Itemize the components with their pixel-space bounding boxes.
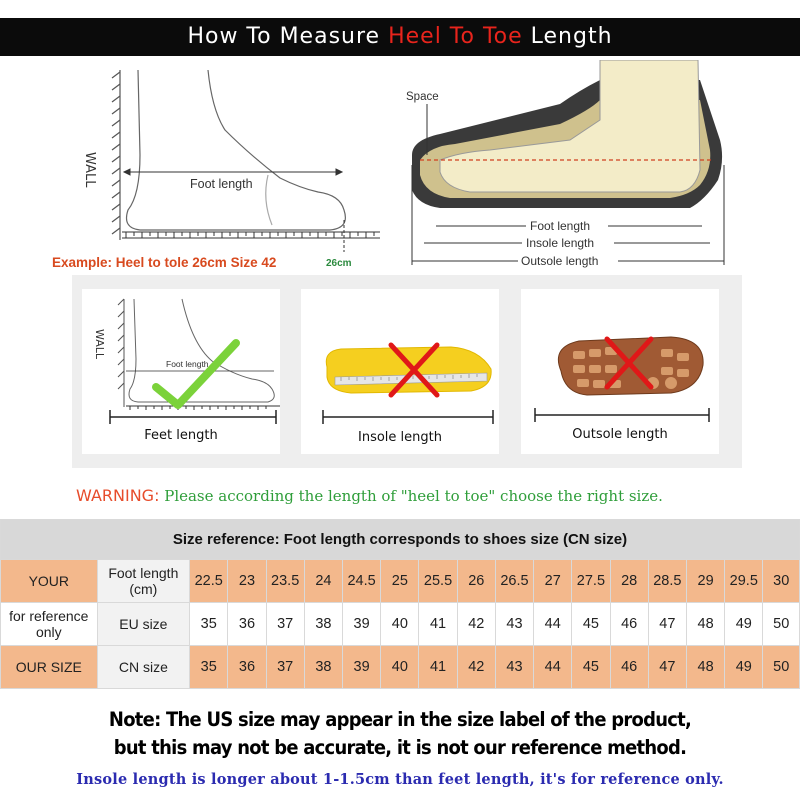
table-cell: 30: [763, 560, 800, 603]
table-cell: 38: [304, 646, 342, 689]
outsole-length-label: Outsole length: [572, 427, 668, 442]
row-group: YOUR: [1, 560, 98, 603]
row-group: OUR SIZE: [1, 646, 98, 689]
table-cell: 41: [419, 603, 457, 646]
table-cell: 29: [686, 560, 724, 603]
table-cell: 37: [266, 646, 304, 689]
outsole-length-card: [521, 289, 719, 454]
table-cell: 36: [228, 646, 266, 689]
example-cm: 26cm: [326, 258, 352, 269]
table-cell: 26.5: [495, 560, 533, 603]
insole-length-label: Insole length: [358, 430, 442, 445]
insole-length-label: Insole length: [526, 236, 595, 250]
wall-label: WALL: [82, 152, 97, 188]
table-cell: 43: [495, 603, 533, 646]
table-cell: 25.5: [419, 560, 457, 603]
table-cell: 22.5: [190, 560, 228, 603]
table-cell: 39: [343, 646, 381, 689]
table-row: [1, 603, 800, 646]
banner-text-1: How To Measure: [187, 24, 389, 49]
table-cell: 46: [610, 646, 648, 689]
table-cell: 26: [457, 560, 495, 603]
example-note: Example: Heel to tole 26cm Size 42: [52, 255, 277, 270]
warning-title: WARNING:: [76, 486, 160, 505]
table-cell: 24.5: [343, 560, 381, 603]
note-line-1: Note: The US size may appear in the size label of the product,: [108, 708, 692, 731]
outsole-length-label: Outsole length: [521, 254, 599, 268]
table-cell: 23: [228, 560, 266, 603]
table-cell: 42: [457, 603, 495, 646]
feet-length-bar: [82, 407, 280, 427]
table-cell: 35: [190, 603, 228, 646]
size-note: [32, 706, 768, 762]
table-cell: 48: [686, 646, 724, 689]
foot-outline: [127, 70, 346, 230]
ruler: [122, 220, 380, 252]
comparison-panel: [72, 275, 742, 468]
table-row: [1, 646, 800, 689]
table-cell: 38: [304, 603, 342, 646]
table-cell: 28.5: [648, 560, 686, 603]
table-cell: 50: [763, 646, 800, 689]
feet-length-card: [82, 289, 280, 454]
table-cell: 40: [381, 646, 419, 689]
banner-highlight: Heel To Toe: [388, 24, 523, 49]
outsole-illustration: [521, 289, 719, 419]
warning-text: Please according the length of "heel to toe" choose the right size.: [159, 487, 663, 505]
table-cell: 35: [190, 646, 228, 689]
card-foot-label: Foot length: [166, 359, 209, 369]
shoe-illustration: [412, 60, 722, 208]
measure-diagram: [0, 60, 800, 275]
table-cell: 49: [725, 603, 763, 646]
table-cell: 24: [304, 560, 342, 603]
insole-length-card: [301, 289, 499, 454]
feet-length-illustration: [82, 289, 280, 419]
table-cell: 42: [457, 646, 495, 689]
table-cell: 47: [648, 603, 686, 646]
table-cell: 44: [534, 646, 572, 689]
insole-length-bar: [301, 407, 499, 427]
table-cell: 47: [648, 646, 686, 689]
table-cell: 25: [381, 560, 419, 603]
shoe-foot-length-label: Foot length: [530, 219, 591, 233]
table-row: [1, 560, 800, 603]
warning-line: [76, 486, 663, 506]
table-cell: 48: [686, 603, 724, 646]
table-caption: Size reference: Foot length corresponds to shoes size (CN size): [1, 520, 800, 560]
table-cell: 46: [610, 603, 648, 646]
size-table: [0, 519, 800, 689]
space-label: Space: [406, 91, 439, 103]
table-cell: 49: [725, 646, 763, 689]
table-cell: 44: [534, 603, 572, 646]
table-cell: 27: [534, 560, 572, 603]
check-icon: [156, 343, 236, 405]
title-banner: [0, 18, 800, 56]
table-cell: 45: [572, 603, 610, 646]
table-cell: 36: [228, 603, 266, 646]
row-group: for reference only: [1, 603, 98, 646]
row-label: EU size: [97, 603, 190, 646]
row-label: CN size: [97, 646, 190, 689]
table-cell: 39: [343, 603, 381, 646]
table-cell: 23.5: [266, 560, 304, 603]
row-label: Foot length (cm): [97, 560, 190, 603]
insole-footnote: Insole length is longer about 1-1.5cm than feet length, it's for reference only.: [76, 771, 724, 788]
foot-length-label: Foot length: [190, 177, 253, 191]
outsole-length-bar: [521, 405, 719, 425]
note-line-2: but this may not be accurate, it is not our reference method.: [113, 736, 687, 759]
table-cell: 40: [381, 603, 419, 646]
banner-text-2: Length: [522, 24, 613, 49]
table-cell: 41: [419, 646, 457, 689]
table-cell: 50: [763, 603, 800, 646]
card-wall-label: WALL: [93, 329, 106, 360]
table-cell: 45: [572, 646, 610, 689]
feet-length-label: Feet length: [144, 428, 218, 443]
insole-illustration: [301, 289, 499, 419]
wall-illustration: [112, 70, 120, 240]
table-cell: 43: [495, 646, 533, 689]
table-cell: 28: [610, 560, 648, 603]
table-cell: 27.5: [572, 560, 610, 603]
foot-length-arrow: [124, 169, 342, 175]
table-cell: 37: [266, 603, 304, 646]
table-cell: 29.5: [725, 560, 763, 603]
